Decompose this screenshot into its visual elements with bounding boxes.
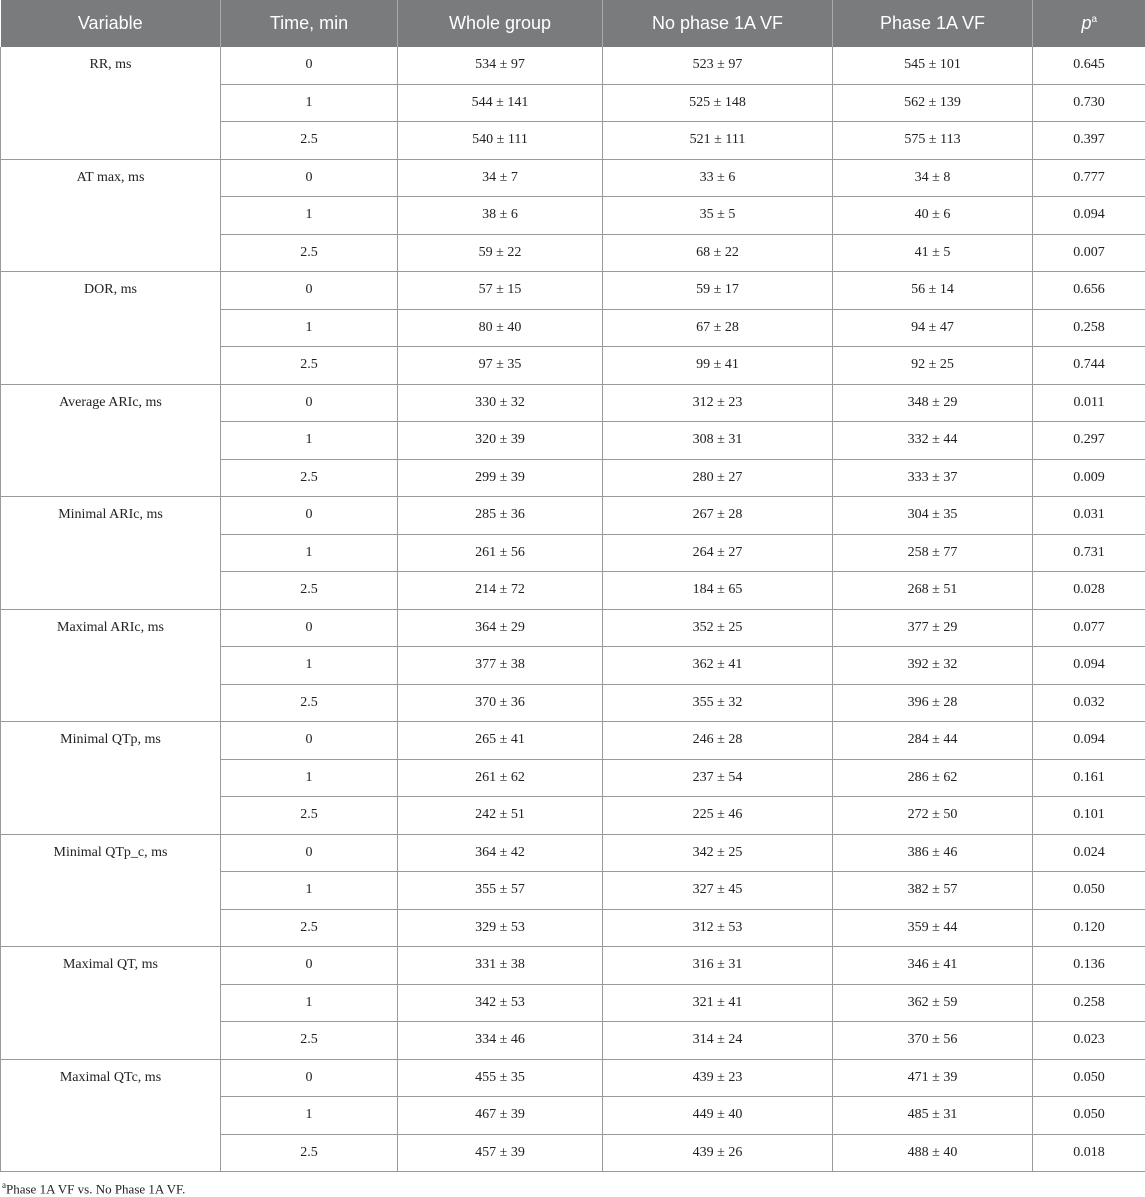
table-row (1, 497, 1145, 535)
cell-whole-group: 34 ± 7 (398, 159, 603, 197)
cell-whole-group: 59 ± 22 (398, 234, 603, 272)
cell-whole-group: 330 ± 32 (398, 384, 603, 422)
cell-time: 0 (221, 272, 398, 310)
cell-p-value: 0.120 (1033, 909, 1145, 947)
cell-time: 1 (221, 309, 398, 347)
header-p-footnote-marker: a (1091, 14, 1097, 25)
cell-phase-1a-vf: 396 ± 28 (833, 684, 1033, 722)
cell-p-value: 0.730 (1033, 84, 1145, 122)
cell-phase-1a-vf: 386 ± 46 (833, 834, 1033, 872)
cell-whole-group: 544 ± 141 (398, 84, 603, 122)
cell-p-value: 0.258 (1033, 984, 1145, 1022)
cell-p-value: 0.024 (1033, 834, 1145, 872)
cell-p-value: 0.077 (1033, 609, 1145, 647)
cell-whole-group: 540 ± 111 (398, 122, 603, 160)
cell-p-value: 0.032 (1033, 684, 1145, 722)
cell-time: 2.5 (221, 1022, 398, 1060)
cell-time: 1 (221, 984, 398, 1022)
cell-phase-1a-vf: 286 ± 62 (833, 759, 1033, 797)
cell-time: 0 (221, 1059, 398, 1097)
cell-phase-1a-vf: 382 ± 57 (833, 872, 1033, 910)
header-row (1, 0, 1145, 47)
cell-whole-group: 299 ± 39 (398, 459, 603, 497)
cell-p-value: 0.731 (1033, 534, 1145, 572)
cell-p-value: 0.101 (1033, 797, 1145, 835)
cell-time: 2.5 (221, 234, 398, 272)
cell-phase-1a-vf: 56 ± 14 (833, 272, 1033, 310)
cell-variable: Minimal QTp_c, ms (1, 834, 221, 947)
cell-whole-group: 467 ± 39 (398, 1097, 603, 1135)
cell-time: 2.5 (221, 572, 398, 610)
header-p-value (1033, 0, 1145, 47)
table-row (1, 1059, 1145, 1097)
header-time: Time, min (221, 0, 398, 47)
cell-variable: RR, ms (1, 47, 221, 159)
cell-phase-1a-vf: 471 ± 39 (833, 1059, 1033, 1097)
cell-no-phase-1a-vf: 267 ± 28 (603, 497, 833, 535)
cell-p-value: 0.161 (1033, 759, 1145, 797)
cell-p-value: 0.645 (1033, 47, 1145, 84)
cell-phase-1a-vf: 258 ± 77 (833, 534, 1033, 572)
cell-variable: Average ARIc, ms (1, 384, 221, 497)
cell-phase-1a-vf: 94 ± 47 (833, 309, 1033, 347)
cell-no-phase-1a-vf: 362 ± 41 (603, 647, 833, 685)
table-body (1, 47, 1145, 1172)
cell-time: 0 (221, 947, 398, 985)
footnote-marker: a (2, 1180, 6, 1190)
cell-time: 2.5 (221, 347, 398, 385)
cell-no-phase-1a-vf: 312 ± 53 (603, 909, 833, 947)
cell-time: 1 (221, 422, 398, 460)
cell-p-value: 0.258 (1033, 309, 1145, 347)
header-phase-1a-vf: Phase 1A VF (833, 0, 1033, 47)
cell-p-value: 0.050 (1033, 1097, 1145, 1135)
table-row (1, 159, 1145, 197)
cell-phase-1a-vf: 485 ± 31 (833, 1097, 1033, 1135)
footnote-text: Phase 1A VF vs. No Phase 1A VF. (6, 1181, 185, 1196)
cell-no-phase-1a-vf: 523 ± 97 (603, 47, 833, 84)
cell-whole-group: 457 ± 39 (398, 1134, 603, 1172)
cell-time: 1 (221, 534, 398, 572)
cell-phase-1a-vf: 377 ± 29 (833, 609, 1033, 647)
table-row (1, 722, 1145, 760)
cell-whole-group: 334 ± 46 (398, 1022, 603, 1060)
cell-whole-group: 261 ± 56 (398, 534, 603, 572)
cell-no-phase-1a-vf: 327 ± 45 (603, 872, 833, 910)
cell-variable: Minimal ARIc, ms (1, 497, 221, 610)
cell-whole-group: 342 ± 53 (398, 984, 603, 1022)
cell-whole-group: 331 ± 38 (398, 947, 603, 985)
cell-variable: Maximal QTc, ms (1, 1059, 221, 1172)
cell-phase-1a-vf: 34 ± 8 (833, 159, 1033, 197)
cell-phase-1a-vf: 272 ± 50 (833, 797, 1033, 835)
cell-time: 0 (221, 159, 398, 197)
cell-no-phase-1a-vf: 264 ± 27 (603, 534, 833, 572)
cell-phase-1a-vf: 40 ± 6 (833, 197, 1033, 235)
cell-phase-1a-vf: 545 ± 101 (833, 47, 1033, 84)
cell-p-value: 0.297 (1033, 422, 1145, 460)
cell-phase-1a-vf: 333 ± 37 (833, 459, 1033, 497)
cell-whole-group: 364 ± 42 (398, 834, 603, 872)
cell-p-value: 0.094 (1033, 197, 1145, 235)
cell-p-value: 0.018 (1033, 1134, 1145, 1172)
cell-no-phase-1a-vf: 314 ± 24 (603, 1022, 833, 1060)
cell-no-phase-1a-vf: 342 ± 25 (603, 834, 833, 872)
cell-no-phase-1a-vf: 439 ± 23 (603, 1059, 833, 1097)
cell-no-phase-1a-vf: 99 ± 41 (603, 347, 833, 385)
cell-no-phase-1a-vf: 33 ± 6 (603, 159, 833, 197)
cell-time: 0 (221, 609, 398, 647)
cell-time: 2.5 (221, 122, 398, 160)
cell-p-value: 0.397 (1033, 122, 1145, 160)
cell-no-phase-1a-vf: 312 ± 23 (603, 384, 833, 422)
cell-time: 0 (221, 47, 398, 84)
table-row (1, 609, 1145, 647)
cell-whole-group: 97 ± 35 (398, 347, 603, 385)
cell-no-phase-1a-vf: 308 ± 31 (603, 422, 833, 460)
cell-whole-group: 261 ± 62 (398, 759, 603, 797)
cell-variable: DOR, ms (1, 272, 221, 385)
cell-p-value: 0.028 (1033, 572, 1145, 610)
header-p-label: p (1081, 13, 1091, 33)
cell-variable: Maximal QT, ms (1, 947, 221, 1060)
cell-variable: Maximal ARIc, ms (1, 609, 221, 722)
cell-p-value: 0.094 (1033, 722, 1145, 760)
cell-phase-1a-vf: 362 ± 59 (833, 984, 1033, 1022)
cell-phase-1a-vf: 41 ± 5 (833, 234, 1033, 272)
header-variable: Variable (1, 0, 221, 47)
cell-time: 0 (221, 384, 398, 422)
cell-no-phase-1a-vf: 352 ± 25 (603, 609, 833, 647)
cell-phase-1a-vf: 268 ± 51 (833, 572, 1033, 610)
cell-p-value: 0.050 (1033, 1059, 1145, 1097)
cell-p-value: 0.656 (1033, 272, 1145, 310)
table-row (1, 947, 1145, 985)
cell-whole-group: 214 ± 72 (398, 572, 603, 610)
cell-no-phase-1a-vf: 521 ± 111 (603, 122, 833, 160)
table-row (1, 384, 1145, 422)
cell-no-phase-1a-vf: 225 ± 46 (603, 797, 833, 835)
cell-whole-group: 355 ± 57 (398, 872, 603, 910)
cell-no-phase-1a-vf: 59 ± 17 (603, 272, 833, 310)
cell-no-phase-1a-vf: 237 ± 54 (603, 759, 833, 797)
table-row (1, 47, 1145, 84)
cell-time: 1 (221, 197, 398, 235)
cell-phase-1a-vf: 575 ± 113 (833, 122, 1033, 160)
cell-variable: Minimal QTp, ms (1, 722, 221, 835)
cell-time: 2.5 (221, 909, 398, 947)
cell-p-value: 0.094 (1033, 647, 1145, 685)
cell-whole-group: 265 ± 41 (398, 722, 603, 760)
cell-phase-1a-vf: 284 ± 44 (833, 722, 1033, 760)
cell-whole-group: 80 ± 40 (398, 309, 603, 347)
cell-time: 1 (221, 647, 398, 685)
cell-whole-group: 377 ± 38 (398, 647, 603, 685)
cell-time: 0 (221, 834, 398, 872)
cell-no-phase-1a-vf: 184 ± 65 (603, 572, 833, 610)
header-whole-group: Whole group (398, 0, 603, 47)
cell-no-phase-1a-vf: 525 ± 148 (603, 84, 833, 122)
cell-p-value: 0.009 (1033, 459, 1145, 497)
cell-phase-1a-vf: 346 ± 41 (833, 947, 1033, 985)
table-row (1, 834, 1145, 872)
cell-phase-1a-vf: 332 ± 44 (833, 422, 1033, 460)
cell-p-value: 0.050 (1033, 872, 1145, 910)
cell-time: 0 (221, 497, 398, 535)
cell-time: 2.5 (221, 1134, 398, 1172)
cell-no-phase-1a-vf: 67 ± 28 (603, 309, 833, 347)
cell-no-phase-1a-vf: 68 ± 22 (603, 234, 833, 272)
cell-no-phase-1a-vf: 35 ± 5 (603, 197, 833, 235)
cell-phase-1a-vf: 348 ± 29 (833, 384, 1033, 422)
cell-phase-1a-vf: 370 ± 56 (833, 1022, 1033, 1060)
cell-no-phase-1a-vf: 321 ± 41 (603, 984, 833, 1022)
cell-no-phase-1a-vf: 280 ± 27 (603, 459, 833, 497)
cell-whole-group: 534 ± 97 (398, 47, 603, 84)
cell-variable: AT max, ms (1, 159, 221, 272)
cell-p-value: 0.031 (1033, 497, 1145, 535)
cell-time: 1 (221, 759, 398, 797)
cell-phase-1a-vf: 488 ± 40 (833, 1134, 1033, 1172)
header-no-phase-1a-vf: No phase 1A VF (603, 0, 833, 47)
cell-whole-group: 38 ± 6 (398, 197, 603, 235)
cell-time: 1 (221, 84, 398, 122)
cell-whole-group: 320 ± 39 (398, 422, 603, 460)
cell-whole-group: 57 ± 15 (398, 272, 603, 310)
cell-p-value: 0.744 (1033, 347, 1145, 385)
cell-no-phase-1a-vf: 355 ± 32 (603, 684, 833, 722)
cell-time: 2.5 (221, 684, 398, 722)
table-header (1, 0, 1145, 47)
cell-phase-1a-vf: 92 ± 25 (833, 347, 1033, 385)
cell-p-value: 0.777 (1033, 159, 1145, 197)
cell-no-phase-1a-vf: 316 ± 31 (603, 947, 833, 985)
cell-whole-group: 370 ± 36 (398, 684, 603, 722)
cell-p-value: 0.023 (1033, 1022, 1145, 1060)
cell-time: 2.5 (221, 797, 398, 835)
cell-whole-group: 364 ± 29 (398, 609, 603, 647)
cell-phase-1a-vf: 562 ± 139 (833, 84, 1033, 122)
cell-whole-group: 455 ± 35 (398, 1059, 603, 1097)
cell-whole-group: 329 ± 53 (398, 909, 603, 947)
cell-phase-1a-vf: 304 ± 35 (833, 497, 1033, 535)
cell-phase-1a-vf: 392 ± 32 (833, 647, 1033, 685)
cell-whole-group: 242 ± 51 (398, 797, 603, 835)
cell-phase-1a-vf: 359 ± 44 (833, 909, 1033, 947)
cell-p-value: 0.007 (1033, 234, 1145, 272)
cell-time: 1 (221, 872, 398, 910)
cell-no-phase-1a-vf: 246 ± 28 (603, 722, 833, 760)
cell-whole-group: 285 ± 36 (398, 497, 603, 535)
cell-p-value: 0.136 (1033, 947, 1145, 985)
table-footnote (2, 1180, 1145, 1197)
cell-p-value: 0.011 (1033, 384, 1145, 422)
cell-time: 1 (221, 1097, 398, 1135)
cell-no-phase-1a-vf: 449 ± 40 (603, 1097, 833, 1135)
cell-time: 0 (221, 722, 398, 760)
table-row (1, 272, 1145, 310)
cell-no-phase-1a-vf: 439 ± 26 (603, 1134, 833, 1172)
cell-time: 2.5 (221, 459, 398, 497)
